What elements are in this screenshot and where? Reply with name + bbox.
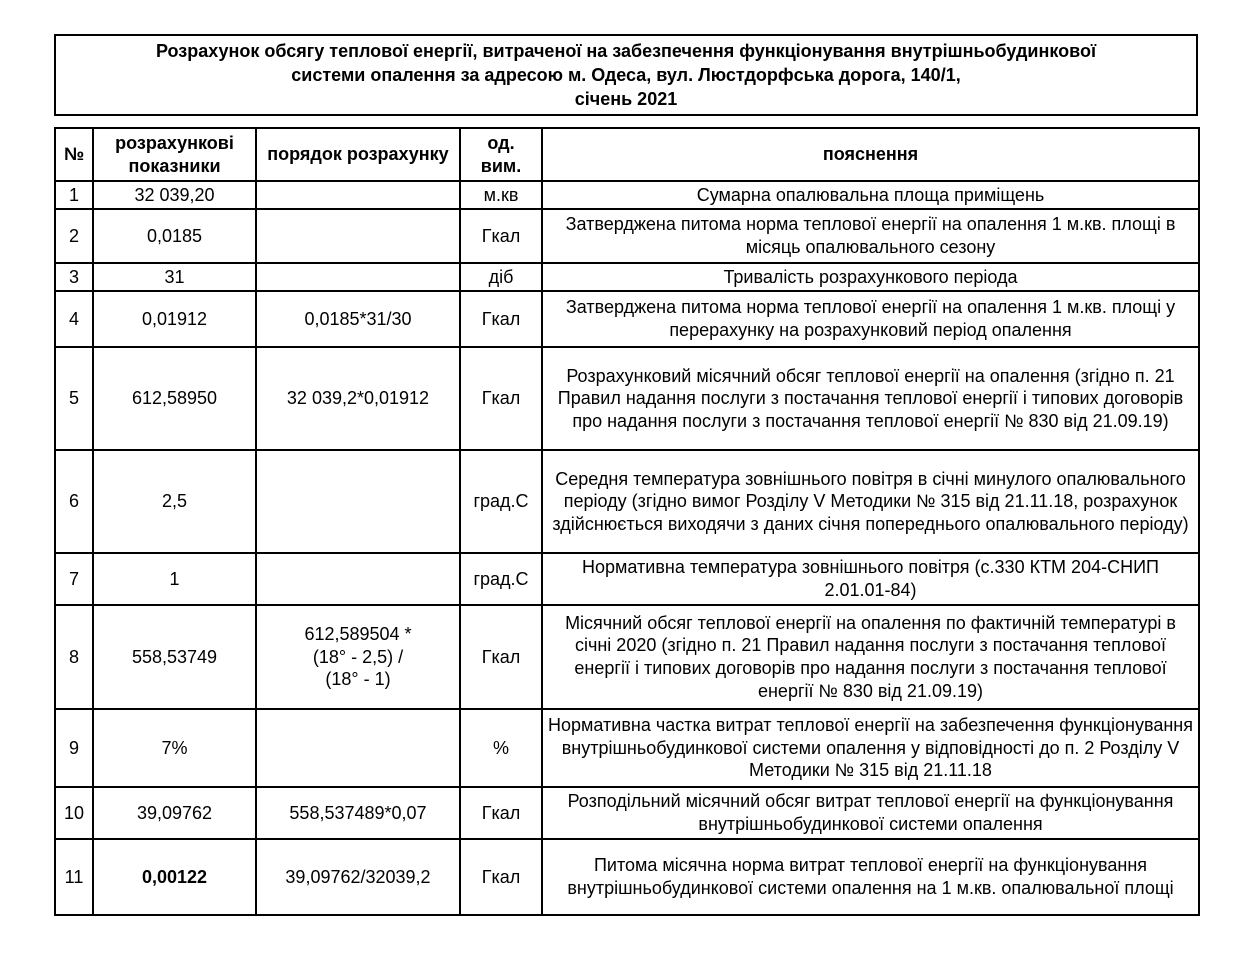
row-num: 11 <box>55 839 93 915</box>
header-num: № <box>55 128 93 181</box>
row-value: 39,09762 <box>93 787 256 839</box>
row-procedure <box>256 209 460 263</box>
row-procedure <box>256 181 460 209</box>
row-procedure <box>256 450 460 553</box>
row-value: 7% <box>93 709 256 787</box>
title-line-3: січень 2021 <box>574 89 678 109</box>
row-procedure <box>256 263 460 291</box>
row-value: 2,5 <box>93 450 256 553</box>
row-unit: Гкал <box>460 787 542 839</box>
row-explanation: Нормативна температура зовнішнього повітря (с.330 КТМ 204-СНИП 2.01.01-84) <box>542 553 1199 605</box>
row-unit: Гкал <box>460 347 542 450</box>
row-unit: Гкал <box>460 605 542 709</box>
row-procedure: 32 039,2*0,01912 <box>256 347 460 450</box>
row-unit: м.кв <box>460 181 542 209</box>
row-procedure <box>256 553 460 605</box>
row-explanation: Місячний обсяг теплової енергії на опалення по фактичній температурі в січні 2020 (згідно п. 21 Правил надання послуги з постачання теплової енергії і типових договорів про надання послуги з постачання теплової енергії № 830 від 21.09.19) <box>542 605 1199 709</box>
row-value: 0,0185 <box>93 209 256 263</box>
row-unit: град.С <box>460 553 542 605</box>
row-num: 10 <box>55 787 93 839</box>
table-row <box>55 553 1199 605</box>
table-row <box>55 605 1199 709</box>
table-row <box>55 263 1199 291</box>
row-procedure: 558,537489*0,07 <box>256 787 460 839</box>
row-num: 8 <box>55 605 93 709</box>
header-explanation: пояснення <box>542 128 1199 181</box>
row-explanation: Середня температура зовнішнього повітря в січні минулого опалювального періоду (згідно вимог Розділу V Методики № 315 від 21.11.18, розрахунок здійснюється виходячи з даних січня попереднього опалювального періоду) <box>542 450 1199 553</box>
row-explanation: Нормативна частка витрат теплової енергії на забезпечення функціонування внутрішньобудинкової системи опалення у відповідності до п. 2 Розділу V Методики № 315 від 21.11.18 <box>542 709 1199 787</box>
row-procedure: 39,09762/32039,2 <box>256 839 460 915</box>
table-row <box>55 839 1199 915</box>
calculation-table <box>54 127 1200 916</box>
table-row <box>55 291 1199 347</box>
row-explanation: Затверджена питома норма теплової енергії на опалення 1 м.кв. площі у перерахунку на розрахунковий період опалення <box>542 291 1199 347</box>
title-line-2: системи опалення за адресою м. Одеса, вул. Люстдорфська дорога, 140/1, <box>291 65 961 85</box>
row-explanation: Сумарна опалювальна площа приміщень <box>542 181 1199 209</box>
table-row <box>55 787 1199 839</box>
title-line-1: Розрахунок обсягу теплової енергії, витраченої на забезпечення функціонування внутрішньобудинкової <box>155 41 1097 61</box>
row-num: 9 <box>55 709 93 787</box>
row-unit: діб <box>460 263 542 291</box>
row-value: 0,01912 <box>93 291 256 347</box>
table-row <box>55 181 1199 209</box>
header-unit: од. вим. <box>460 128 542 181</box>
row-explanation: Питома місячна норма витрат теплової енергії на функціонування внутрішньобудинкової системи опалення на 1 м.кв. опалювальної площі <box>542 839 1199 915</box>
row-value: 32 039,20 <box>93 181 256 209</box>
row-num: 4 <box>55 291 93 347</box>
document-title <box>54 34 1198 116</box>
table-row <box>55 450 1199 553</box>
table-header-row <box>55 128 1199 181</box>
table-row <box>55 709 1199 787</box>
row-explanation: Затверджена питома норма теплової енергії на опалення 1 м.кв. площі в місяць опалювального сезону <box>542 209 1199 263</box>
header-indicators: розрахункові показники <box>93 128 256 181</box>
row-value: 1 <box>93 553 256 605</box>
row-explanation: Розподільний місячний обсяг витрат теплової енергії на функціонування внутрішньобудинкової системи опалення <box>542 787 1199 839</box>
row-num: 3 <box>55 263 93 291</box>
row-num: 2 <box>55 209 93 263</box>
row-num: 7 <box>55 553 93 605</box>
table-row <box>55 209 1199 263</box>
row-value: 31 <box>93 263 256 291</box>
row-explanation: Розрахунковий місячний обсяг теплової енергії на опалення (згідно п. 21 Правил надання послуги з постачання теплової енергії і типових договорів про надання послуги з постачання теплової енергії № 830 від 21.09.19) <box>542 347 1199 450</box>
row-value: 0,00122 <box>93 839 256 915</box>
row-unit: град.С <box>460 450 542 553</box>
row-unit: Гкал <box>460 209 542 263</box>
row-value: 558,53749 <box>93 605 256 709</box>
header-procedure: порядок розрахунку <box>256 128 460 181</box>
row-value: 612,58950 <box>93 347 256 450</box>
row-num: 1 <box>55 181 93 209</box>
row-procedure: 0,0185*31/30 <box>256 291 460 347</box>
row-explanation: Тривалість розрахункового періода <box>542 263 1199 291</box>
table-row <box>55 347 1199 450</box>
row-unit: Гкал <box>460 291 542 347</box>
row-unit: Гкал <box>460 839 542 915</box>
row-procedure: 612,589504 * (18° - 2,5) / (18° - 1) <box>256 605 460 709</box>
row-unit: % <box>460 709 542 787</box>
row-num: 5 <box>55 347 93 450</box>
row-num: 6 <box>55 450 93 553</box>
row-procedure <box>256 709 460 787</box>
